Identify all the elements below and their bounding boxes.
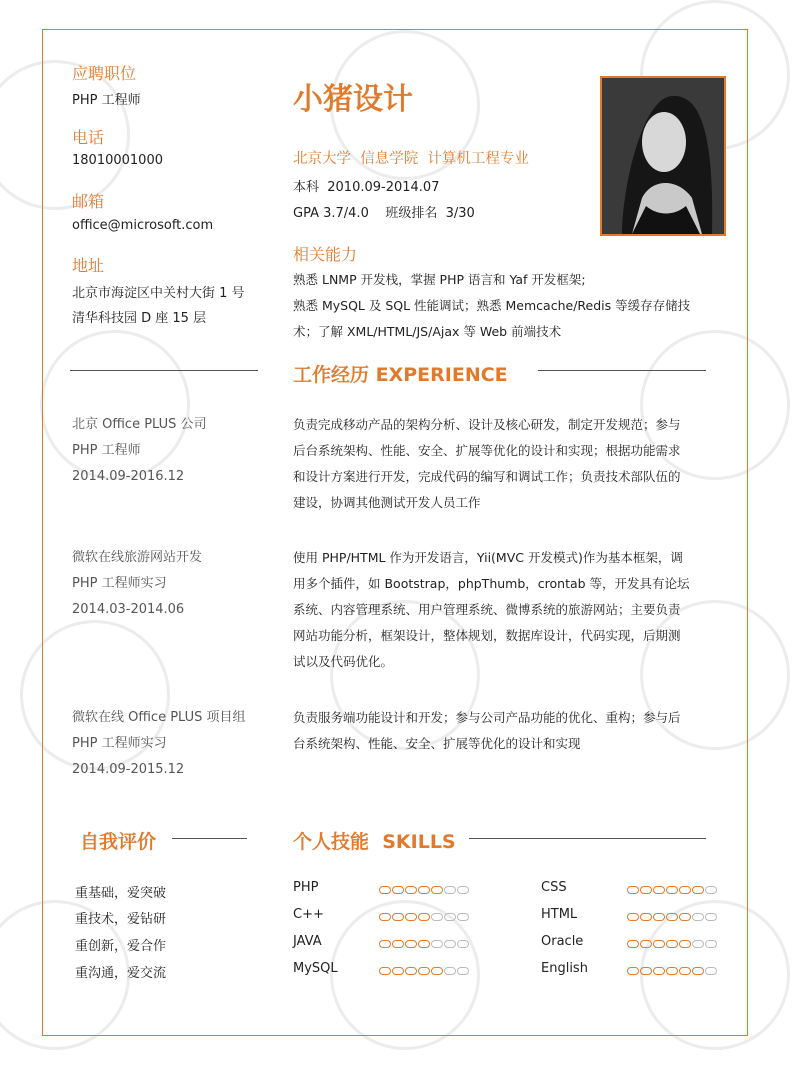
skill-level-dot (705, 913, 717, 921)
skill-name: PHP (293, 880, 319, 895)
skill-level-dot (379, 940, 391, 948)
skill-level-dot (705, 886, 717, 894)
address-label: 地址 (72, 256, 105, 275)
experience-desc-line: 使用 PHP/HTML 作为开发语言，Yii(MVC 开发模式)作为基本框架，调 (293, 550, 683, 565)
divider (70, 370, 258, 371)
skill-row (541, 907, 741, 927)
skill-level-dot (431, 886, 443, 894)
divider (172, 838, 247, 839)
skill-level-dot (392, 886, 404, 894)
skill-level-dot (666, 886, 678, 894)
avatar (600, 76, 726, 236)
experience-role: PHP 工程师实习 (72, 736, 167, 751)
skill-level-dot (705, 967, 717, 975)
skill-name: CSS (541, 880, 567, 895)
skill-level-dot (692, 967, 704, 975)
experience-role: PHP 工程师 (72, 443, 141, 458)
skill-level-dot (392, 967, 404, 975)
skill-level-dot (418, 886, 430, 894)
skill-level-dot (392, 940, 404, 948)
skill-row (541, 934, 741, 954)
skill-level-dot (405, 967, 417, 975)
skill-level-dot (418, 913, 430, 921)
skill-name: English (541, 961, 588, 976)
experience-desc-line: 网站功能分析，框架设计，整体规划，数据库设计，代码实现，后期测 (293, 628, 681, 643)
skill-level-dot (379, 913, 391, 921)
skill-level-meter (379, 913, 469, 921)
skill-name: Oracle (541, 934, 584, 949)
skill-level-dot (627, 940, 639, 948)
skill-level-dot (418, 967, 430, 975)
skill-level-meter (379, 940, 469, 948)
skill-level-dot (666, 967, 678, 975)
skill-name: MySQL (293, 961, 338, 976)
self-eval-title: 自我评价 (80, 831, 157, 853)
skill-level-dot (666, 940, 678, 948)
experience-org: 北京 Office PLUS 公司 (72, 417, 207, 432)
skill-level-dot (444, 940, 456, 948)
abilities-line1: 熟悉 LNMP 开发栈，掌握 PHP 语言和 Yaf 开发框架; (293, 272, 586, 287)
skill-level-dot (627, 886, 639, 894)
email-value: office@microsoft.com (72, 218, 214, 233)
skill-level-dot (653, 967, 665, 975)
phone-value: 18010001000 (72, 153, 163, 168)
skill-level-meter (627, 913, 717, 921)
education-degree: 本科 2010.09-2014.07 (293, 180, 440, 195)
skill-level-dot (640, 886, 652, 894)
skill-level-dot (379, 886, 391, 894)
skill-level-dot (627, 967, 639, 975)
skill-level-dot (444, 913, 456, 921)
self-eval-item: 重沟通，爱交流 (75, 966, 167, 981)
skill-row (293, 961, 493, 981)
divider (469, 838, 706, 839)
skill-level-dot (431, 967, 443, 975)
address-line1: 北京市海淀区中关村大街 1 号 (72, 286, 245, 301)
skill-level-meter (379, 886, 469, 894)
experience-org: 微软在线旅游网站开发 (72, 550, 203, 565)
skill-row (293, 934, 493, 954)
experience-period: 2014.03-2014.06 (72, 602, 185, 617)
skill-level-dot (666, 913, 678, 921)
abilities-line2: 熟悉 MySQL 及 SQL 性能调试；熟悉 Memcache/Redis 等缓存存储技 (293, 298, 691, 313)
skill-level-meter (627, 967, 717, 975)
skill-level-dot (679, 940, 691, 948)
skill-level-meter (627, 886, 717, 894)
address-line2: 清华科技园 D 座 15 层 (72, 311, 207, 326)
skill-level-dot (457, 967, 469, 975)
skill-level-dot (457, 940, 469, 948)
experience-role: PHP 工程师实习 (72, 576, 167, 591)
experience-period: 2014.09-2016.12 (72, 469, 185, 484)
experience-period: 2014.09-2015.12 (72, 762, 185, 777)
skill-level-dot (679, 967, 691, 975)
skill-level-dot (627, 913, 639, 921)
skill-level-dot (405, 913, 417, 921)
self-eval-item: 重创新，爱合作 (75, 939, 167, 954)
skill-level-dot (705, 940, 717, 948)
experience-desc-line: 建设，协调其他测试开发人员工作 (293, 495, 481, 510)
experience-org: 微软在线 Office PLUS 项目组 (72, 710, 246, 725)
page-title: 小猪设计 (293, 82, 413, 117)
skill-level-dot (640, 913, 652, 921)
skill-level-dot (692, 940, 704, 948)
experience-desc-line: 台系统架构、性能、安全、扩展等优化的设计和实现 (293, 736, 581, 751)
skill-name: JAVA (293, 934, 322, 949)
skill-level-dot (653, 886, 665, 894)
skill-level-dot (405, 940, 417, 948)
skill-level-dot (444, 967, 456, 975)
skill-level-dot (379, 967, 391, 975)
self-eval-item: 重基础，爱突破 (75, 886, 167, 901)
skill-level-dot (431, 913, 443, 921)
skill-level-dot (692, 886, 704, 894)
skill-level-dot (457, 913, 469, 921)
skill-row (541, 880, 741, 900)
experience-title: 工作经历 EXPERIENCE (293, 364, 508, 386)
email-label: 邮箱 (72, 192, 105, 211)
experience-desc-line: 负责完成移动产品的架构分析、设计及核心研发，制定开发规范；参与 (293, 417, 681, 432)
skill-row (541, 961, 741, 981)
abilities-line3: 术；了解 XML/HTML/JS/Ajax 等 Web 前端技术 (293, 324, 562, 339)
skill-row (293, 907, 493, 927)
skill-level-dot (640, 967, 652, 975)
skill-level-dot (692, 913, 704, 921)
skill-name: C++ (293, 907, 324, 922)
skill-level-dot (653, 940, 665, 948)
skill-level-dot (405, 886, 417, 894)
skill-level-dot (418, 940, 430, 948)
experience-desc-line: 用多个插件，如 Bootstrap，phpThumb，crontab 等，开发具有论坛 (293, 576, 690, 591)
skill-level-dot (392, 913, 404, 921)
experience-desc-line: 系统、内容管理系统、用户管理系统、微博系统的旅游网站；主要负责 (293, 602, 681, 617)
experience-desc-line: 和设计方案进行开发，完成代码的编写和调试工作；负责技术部队伍的 (293, 469, 681, 484)
experience-desc-line: 后台系统架构、性能、安全、扩展等优化的设计和实现；根据功能需求 (293, 443, 681, 458)
skill-level-dot (679, 886, 691, 894)
job-label: 应聘职位 (72, 64, 137, 83)
experience-desc-line: 试以及代码优化。 (293, 654, 394, 669)
skill-level-dot (653, 913, 665, 921)
abilities-title: 相关能力 (293, 245, 358, 264)
skills-title: 个人技能 SKILLS (293, 831, 456, 853)
job-value: PHP 工程师 (72, 93, 141, 108)
phone-label: 电话 (72, 128, 105, 147)
skill-level-dot (640, 940, 652, 948)
skill-row (293, 880, 493, 900)
skill-name: HTML (541, 907, 578, 922)
skill-level-dot (679, 913, 691, 921)
education-gpa: GPA 3.7/4.0 班级排名 3/30 (293, 206, 475, 221)
divider (538, 370, 706, 371)
skill-level-dot (444, 886, 456, 894)
skill-level-meter (379, 967, 469, 975)
skill-level-dot (431, 940, 443, 948)
skill-level-dot (457, 886, 469, 894)
self-eval-item: 重技术，爱钻研 (75, 912, 167, 927)
education-school: 北京大学 信息学院 计算机工程专业 (293, 151, 529, 167)
skill-level-meter (627, 940, 717, 948)
experience-desc-line: 负责服务端功能设计和开发；参与公司产品功能的优化、重构；参与后 (293, 710, 681, 725)
